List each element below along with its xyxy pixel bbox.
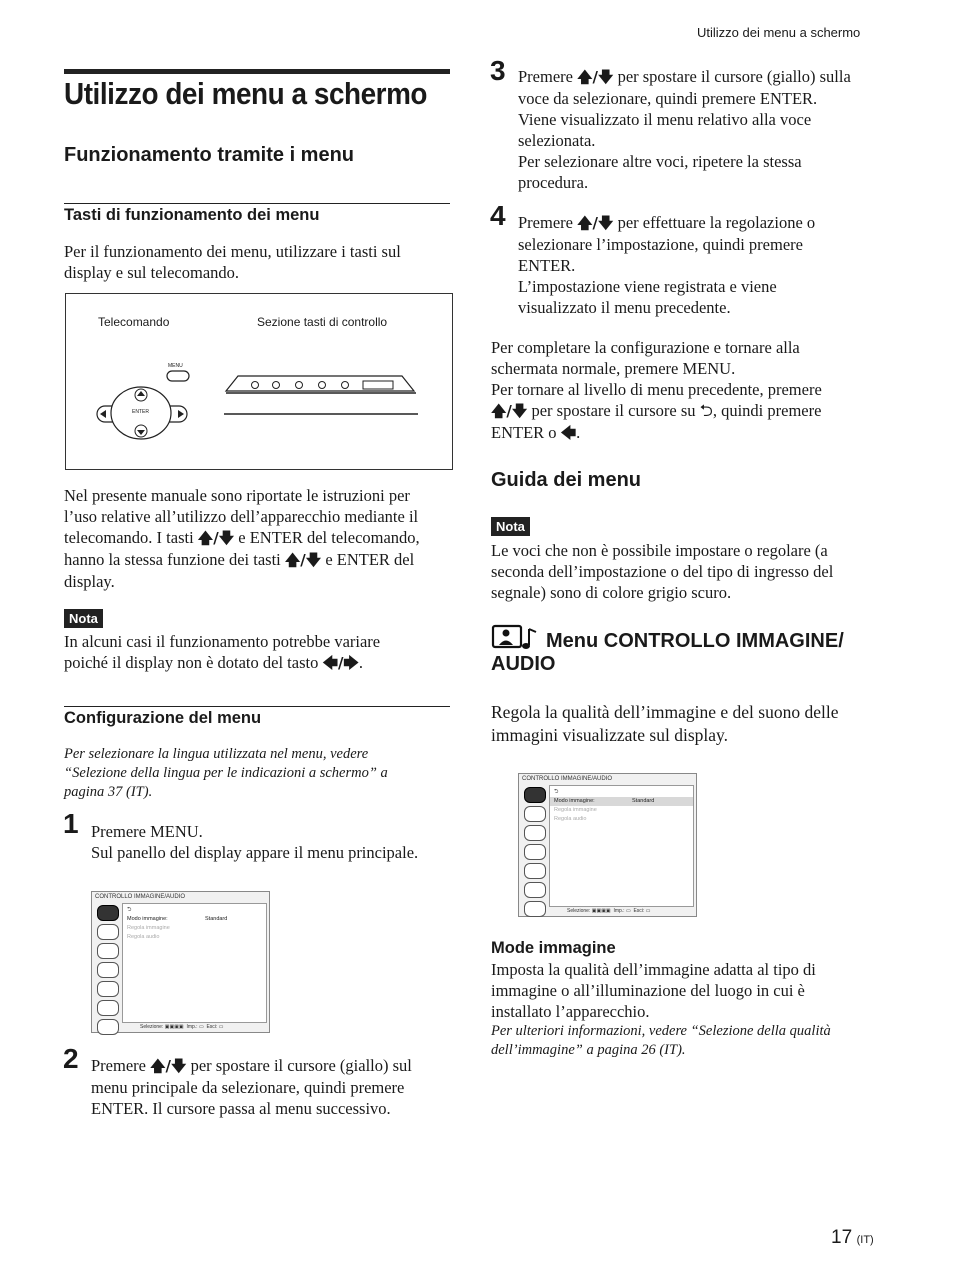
text-line: Per tornare al livello di menu precedente, premere [491, 380, 822, 399]
controls-figure [65, 293, 453, 470]
page-number-value: 17 [831, 1227, 853, 1248]
text-line: segnale) sono di colore grigio scuro. [491, 583, 732, 602]
page-number-suffix: (IT) [856, 1234, 874, 1246]
footer-esc: Esci: [206, 1024, 218, 1030]
subsection-heading: Configurazione del menu [64, 709, 262, 727]
nota-text [491, 540, 833, 603]
text-line: ENTER o 🡄. [491, 423, 581, 442]
section-heading-cont: AUDIO [491, 653, 556, 675]
menu-panel [122, 903, 267, 1023]
menu-icon-column [95, 905, 121, 1035]
subsection-rule [64, 203, 450, 204]
step-number: 2 [63, 1043, 79, 1074]
text-span: per spostare il cursore (giallo) sul [190, 1056, 412, 1075]
left-right-arrow-icon: 🡄/🡆 [322, 654, 359, 672]
menu-item: Regola immagine [127, 925, 170, 931]
menu-title: CONTROLLO IMMAGINE/AUDIO [95, 894, 186, 900]
text-line [64, 527, 454, 549]
section-heading: Funzionamento tramite i menu [64, 144, 355, 166]
text-span: per spostare il cursore su [531, 401, 696, 420]
step-number: 4 [490, 200, 506, 231]
section-heading: Menu CONTROLLO IMMAGINE/ [546, 630, 844, 652]
text-line: Per selezionare altre voci, ripetere la stessa [518, 152, 802, 171]
menu-panel [549, 785, 694, 907]
text-span: Premere [518, 67, 573, 86]
text-line: selezionare l’impostazione, quindi premere [518, 235, 803, 254]
text-span: Premere [518, 213, 573, 232]
input-icon [97, 981, 119, 997]
text-line [518, 212, 815, 234]
enter-key-label: ENTER [132, 409, 149, 415]
screen-icon [524, 806, 546, 822]
page-number [831, 1227, 874, 1249]
text-line: seconda dell’impostazione o del tipo di ingresso del [491, 562, 834, 581]
left-arrow-icon: 🡄 [560, 424, 577, 442]
text-line [64, 549, 454, 571]
input-icon [524, 863, 546, 879]
completion-paragraph [491, 337, 901, 444]
language-icon [524, 901, 546, 917]
text-span: ENTER o [491, 423, 557, 442]
nota-text [64, 631, 380, 674]
text-line: schermata normale, premere MENU. [491, 359, 736, 378]
text-line: l’uso relative all’utilizzo dell’apparecchio mediante il [64, 507, 419, 526]
setup-icon [524, 825, 546, 841]
intro-paragraph [64, 241, 401, 283]
step-text [518, 212, 815, 318]
picture-audio-icon [97, 905, 119, 921]
text-span: , quindi premere [712, 401, 822, 420]
step-text [518, 66, 851, 193]
text-span: poiché il display non è dotato del tasto [64, 653, 319, 672]
text-span: per spostare il cursore (giallo) sulla [617, 67, 851, 86]
text-line: Premere MENU. [91, 822, 203, 841]
text-line: pagina 37 (IT). [64, 784, 153, 800]
text-line: Per completare la configurazione e tornare alla [491, 338, 800, 357]
feature-icon [524, 844, 546, 860]
page-title: Utilizzo dei menu a schermo [64, 76, 428, 111]
nota-label: Nota [64, 609, 103, 628]
up-down-arrow-icon: 🡅/🡇 [197, 529, 235, 547]
picture-audio-icon [491, 623, 539, 653]
text-line: In alcuni casi il funzionamento potrebbe variare [64, 632, 381, 651]
menu-footer: Selezione: ▣▣▣▣ Imp.: ▭ Esci: ▭ [567, 908, 651, 914]
return-icon: ⮌ [554, 789, 559, 795]
menu-item-value: Standard [205, 916, 228, 922]
subsection-rule [64, 706, 450, 707]
text-line: Regola la qualità dell’immagine e del suono delle [491, 702, 839, 722]
menu-item: Regola immagine [554, 807, 597, 813]
subsection-heading: Mode immagine [491, 939, 616, 957]
menu-item-value: Standard [632, 798, 655, 804]
menu-footer: Selezione: ▣▣▣▣ Imp.: ▭ Esci: ▭ [140, 1024, 224, 1030]
return-icon: ⮌ [699, 401, 713, 420]
text-span: Premere [91, 1056, 146, 1075]
screen-icon [97, 924, 119, 940]
menu-item: Regola audio [127, 934, 160, 940]
setup-icon [97, 943, 119, 959]
text-line: menu principale da selezionare, quindi premere [91, 1078, 405, 1097]
menu-item: Regola audio [554, 816, 587, 822]
text-span: hanno la stessa funzione dei tasti [64, 550, 281, 569]
up-down-arrow-icon: 🡅/🡇 [577, 68, 614, 86]
menu-key-label: MENU [168, 363, 183, 369]
text-line: Imposta la qualità dell’immagine adatta al tipo di [491, 960, 816, 979]
text-line [91, 1055, 412, 1077]
text-line: display. [64, 572, 115, 591]
menu-screenshot [91, 891, 270, 1033]
text-line: Per il funzionamento dei menu, utilizzare i tasti sul [64, 242, 401, 261]
text-line: selezionata. [518, 131, 596, 150]
footer-select: Selezione: [567, 908, 591, 914]
text-line: immagine o all’illuminazione del luogo in cui è [491, 981, 805, 1000]
section-heading: Guida dei menu [491, 469, 642, 491]
menu-title: CONTROLLO IMMAGINE/AUDIO [522, 776, 613, 782]
text-span: per effettuare la regolazione o [617, 213, 816, 232]
timer-icon [97, 1000, 119, 1016]
step-text [91, 821, 418, 863]
menu-item: Modo immagine: [127, 916, 168, 922]
footer-esc: Esci: [633, 908, 645, 914]
nota-label: Nota [491, 517, 530, 536]
figure-label-panel: Sezione tasti di controllo [257, 315, 388, 329]
footer-select: Selezione: [140, 1024, 164, 1030]
mode-description [491, 959, 816, 1022]
text-line: ENTER. Il cursore passa al menu successivo. [91, 1099, 391, 1118]
text-line: Sul panello del display appare il menu principale. [91, 843, 419, 862]
subsection-heading: Tasti di funzionamento dei menu [64, 206, 320, 224]
text-line: Viene visualizzato il menu relativo alla voce [518, 110, 812, 129]
step-number: 1 [63, 808, 79, 839]
text-line: dell’immagine” a pagina 26 (IT). [491, 1042, 686, 1058]
text-span: telecomando. I tasti [64, 528, 194, 547]
menu-icon-column [522, 787, 548, 917]
text-line: L’impostazione viene registrata e viene [518, 277, 777, 296]
text-line: visualizzato il menu precedente. [518, 298, 731, 317]
nota-badge [64, 609, 103, 628]
controls-illustration [66, 294, 452, 469]
text-line: poiché il display non è dotato del tasto 🡄/🡆. [64, 653, 364, 672]
footer-imp: Imp.: [186, 1024, 198, 1030]
language-reference [64, 745, 388, 802]
text-line [491, 400, 901, 422]
paragraph-remote [64, 485, 454, 592]
text-line: Nel presente manuale sono riportate le istruzioni per [64, 486, 410, 505]
section-description [491, 701, 838, 747]
up-down-arrow-icon: 🡅/🡇 [284, 551, 322, 569]
picture-audio-icon [524, 787, 546, 803]
language-icon [97, 1019, 119, 1035]
step-text [91, 1055, 412, 1119]
text-line: immagini visualizzate sul display. [491, 725, 729, 745]
text-line: display e sul telecomando. [64, 263, 240, 282]
nota-badge [491, 517, 530, 536]
up-down-arrow-icon: 🡅/🡇 [577, 214, 614, 232]
text-line: “Selezione della lingua per le indicazioni a schermo” a [64, 765, 388, 781]
text-line: Per ulteriori informazioni, vedere “Selezione della qualità [491, 1023, 831, 1039]
step-number: 3 [490, 55, 506, 86]
menu-item: Modo immagine: [554, 798, 595, 804]
text-line: Le voci che non è possibile impostare o regolare (a [491, 541, 828, 560]
title-rule [64, 69, 450, 74]
figure-label-remote: Telecomando [98, 315, 170, 329]
text-span: e ENTER del [325, 550, 415, 569]
text-line: Per selezionare la lingua utilizzata nel menu, vedere [64, 746, 369, 762]
text-line [518, 66, 851, 88]
mode-reference [491, 1022, 831, 1060]
text-line: installato l’apparecchio. [491, 1002, 650, 1021]
text-line: ENTER. [518, 256, 576, 275]
text-line: procedura. [518, 173, 589, 192]
footer-imp: Imp.: [613, 908, 625, 914]
menu-screenshot [518, 773, 697, 917]
text-line: voce da selezionare, quindi premere ENTER. [518, 89, 818, 108]
return-icon: ⮌ [127, 907, 132, 913]
running-header: Utilizzo dei menu a schermo [697, 25, 861, 40]
feature-icon [97, 962, 119, 978]
up-down-arrow-icon: 🡅/🡇 [150, 1057, 187, 1075]
text-span: e ENTER del telecomando, [238, 528, 420, 547]
up-down-arrow-icon: 🡅/🡇 [491, 402, 528, 420]
timer-icon [524, 882, 546, 898]
